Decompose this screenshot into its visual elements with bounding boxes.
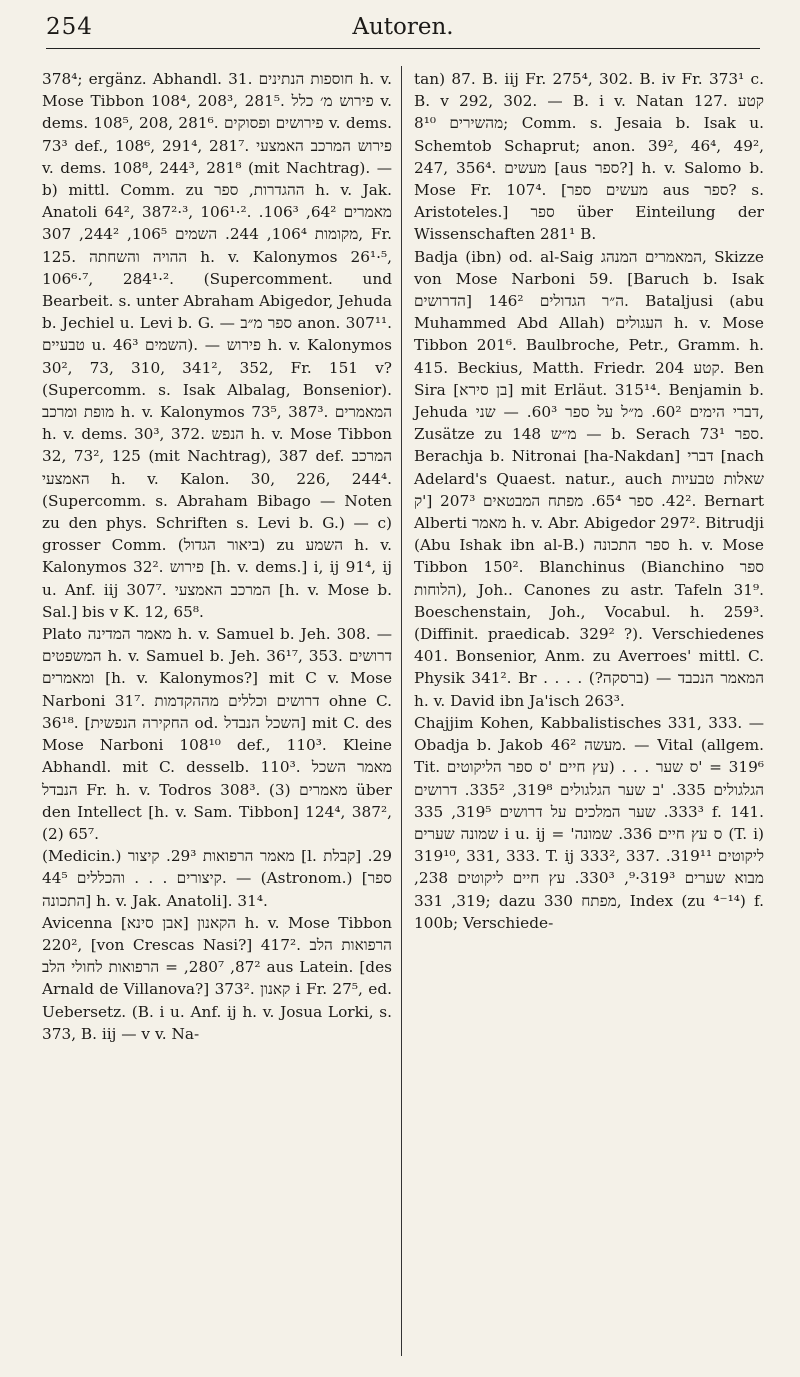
page-number: 254 (46, 14, 93, 40)
left-column-paragraph: Avicenna [אבן סינא] הקאנון h. v. Mose Tibbon 220², [von Crescas Nasi?] 417². הרפואות הלב 87², 280⁷, = הרפואות לחולי הלב aus Latein. [des Arnald de Villanova?] 373². קאנון i Fr. 27⁵, ed. Uebersetz. (B. i u. Anf. ij h. v. Josua Lorki, s. 373, B. iij — v v. Na- (42, 913, 392, 1043)
left-column-paragraph: Plato מאמר המדינה h. v. Samuel b. Jeh. 308. — המשפטים h. v. Samuel b. Jeh. 36¹⁷, 353. דרושים ומאמרים [h. v. Kalonymos?] mit C v. Mose Narboni 31⁷. דרושים וכללים מההקדמות ohne C. 36¹⁸. [החקירה הנפשית od. השכל הנבדל] mit C. des Mose Narboni 108¹⁰ def., 110³. Kleine Abhandl. mit C. desselb. 110³. מאמר השכל הנבדל Fr. h. v. Todros 308³. מאמרים (3) über den Intellect [h. v. Sam. Tibbon] 124⁴, 387², (2) 65⁷. (42, 625, 392, 843)
right-column-paragraph: Chajjim Kohen, Kabbalistisches 331, 333. — Obadja b. Jakob מעשה 46². — Vital (allgem. Tit. עץ חיים 'ס ספר הליקוטים) . . . 319⁶ = 'ס שער הגלגולים 335. 'ב שער הגלגולים 319⁸, 335². דרושים 333³. שער המלכים על דרושים 319⁵, 335 f. 141. שמונה שערים i u. ij = 'ס עץ חיים 336. שמונה (T. i) 319¹⁰, 331, 333. T. ij 333², 337. ליקוטים 319¹¹. מבוא שערים 319³·⁹, 330³. עץ חיים ליקוטים 238, 319, 331; dazu מפתח 330, Index (zu ⁴⁻¹⁴) f. 100b; Verschiede- (414, 713, 765, 932)
column-divider (401, 66, 402, 1356)
right-column (414, 68, 764, 934)
running-title: Autoren. (352, 14, 454, 40)
left-column (42, 68, 392, 1045)
left-column-paragraph: 378⁴; ergänz. Abhandl. 31. חוספות הנתינים h. v. Mose Tibbon 108⁴, 208³, 281⁵. פירוש מ׳ כלל v. dems. 108⁵, 208, 281⁶. פירושים ופסוקים v. dems. 73³ def., 108⁶, 291⁴, 281⁷. פירוש המרכב האמצעי v. dems. 108⁸, 244³, 281⁸ (mit Nachtrag). — b) mittl. Comm. zu ההגדרות, ספר h. v. Jak. Anatoli 64², 387²·³, 106¹·². מאמרים 64², 106³. מקומות 106⁴, 244. השמים 106⁵, 244², 307, Fr. 125. ההויה והשחתה h. v. Kalonymos 26¹·⁵, 106⁶·⁷, 284¹·². (Supercomment. und Bearbeit. s. unter Abraham Abigedor, Jehuda b. Jechiel u. Levi b. G. — ספר מ״ב anon. 307¹¹. טבעיים u. השמים 46³). — פירוש h. v. Kalonymos 30², 73, 310, 341², 352, Fr. 151 v? (Supercomm. s. Isak Albalag, Bonsenior). מופת ומרכב h. v. Kalonymos 73⁵, 387³. המאמרים h. v. dems. 30³, 372. הנפש h. v. Mose Tibbon 32, 73², 125 (mit Nachtrag), 387 def. המרכב האמצעי h. v. Kalon. 30, 226, 244⁴. (Supercomm. s. Abraham Bibago — Noten zu den phys. Schriften s. Levi b. G.) — c) grosser Comm. (ביאור הגדול) zu השמע h. v. Kalonymos 32². פירוש [h. v. dems.] i, ij 91⁴, ij u. Anf. iij 307⁷. המרכב האמצעי [h. v. Mose b. Sal.] bis v K. 12, 65⁸. (42, 70, 393, 621)
right-column-paragraph: Badja (ibn) od. al-Saig המאמרים המנהג, Skizze von Mose Narboni 59. [Baruch b. Isak הדרושים] ה״ר הגדולים 146². Bataljusi (abu Muhammed Abd Allah) העגולים h. v. Mose Tibbon 201⁶. Baulbroche, Petr., Gramm. h. 415. Beckius, Matth. Friedr. קטע 204. Ben Sira [בן סירא] mit Erläut. 315¹⁴. Benjamin b. Jehuda דברי הימים 60². מ״ל על ספר 60³. — שני, Zusätze zu מ״ש 148 — b. Serach ספר 73¹. Berachja b. Nitronai [ha-Nakdan] דברי [nach Adelard's Quaest. natur., auch שאלות טבעיות 'ק] 42². ספר 65⁴. מפתח המבטאים 207³. Bernart Alberti מאמר h. v. Abr. Abigedor 297². Bitrudji (Abu Ishak ibn al-B.) ספר התכונה h. v. Mose Tibbon 150². Blanchinus (Bianchino ספר הלוחות), Joh.. Canones zu astr. Tafeln 31⁹. Boeschenstain, Joh., Vocabul. h. 259³. (Diffinit. praedicab. 329² ?). Verschiedenes 401. Bonsenior, Anm. zu Averroes' mittl. C. Physik 341². Br . . . . (?ברסקה) — המאמר הנכבד h. v. David ibn Ja'isch 263³. (414, 247, 765, 710)
left-column-paragraph: (Medicin.) מאמר הרפואות 29³. קיצור [l. קבלת] 29. קיצורים . . . והכללים 44⁵. — (Astronom.) [ספר התכונה] h. v. Jak. Anatoli]. 31⁴. (42, 847, 392, 910)
page-header (46, 14, 760, 49)
right-column-paragraph: tan) 87. B. iij Fr. 275⁴, 302. B. iv Fr. 373¹ c. B. v 292, 302. — B. i v. Natan 127. קטע מהשירים 8¹⁰; Comm. s. Jesaia b. Isak u. Schemtob Schaprut; anon. 39², 46⁴, 49², 247, 356⁴. מעשים [aus ספר?] h. v. Salomo b. Mose Fr. 107⁴. [מעשים ספר aus ספר? s. Aristoteles.] ספר über Einteilung der Wissenschaften 281¹ B. (414, 70, 765, 244)
